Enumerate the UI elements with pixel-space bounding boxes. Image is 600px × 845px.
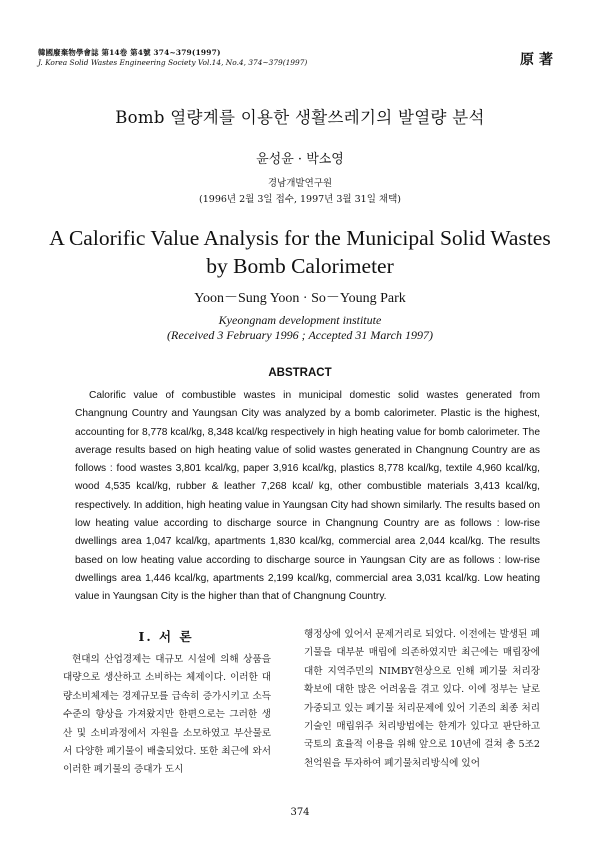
korean-received-date: (1996년 2월 3일 접수, 1997년 3월 31일 채택)	[199, 194, 401, 205]
english-institute: Kyeongnam development institute	[218, 313, 382, 327]
korean-title: Bomb 열량계를 이용한 생활쓰레기의 발열량 분석	[115, 108, 485, 127]
body-column-right: 행정상에 있어서 문제거리로 되었다. 이전에는 발생된 폐기물을 대부분 매립에 의존하였지만 최근에는 매립장에 대한 지역주민의 NIMBY현상으로 인해 폐기물 처리장 확보에 대한 많은 어려움을 겪고 있다. 이에 정부는 날로 가중되고 있는 폐기물 처리문제에 있어 기존의 최종 처리기술인 매립위주 처리방법에는 한계가 있다고 판단하고 국토의 효율적 이용을 위해 앞으로 10년에 걸쳐 총 5조2천억원을 투자하여 폐기물처리방식에 있어	[304, 629, 540, 769]
english-received-date: (Received 3 February 1996 ; Accepted 31 March 1997)	[167, 328, 433, 342]
english-title-line-1: A Calorific Value Analysis for the Municipal Solid Wastes	[49, 226, 551, 250]
abstract-text: Calorific value of combustible wastes in municipal domestic solid wastes generated from Changnung Country and Yaungsan City was analyzed by a bomb calorimeter. Plastic is the highest, accounting for 8,778 kcal/kg, 8,348 kcal/kg respectively in high heating value for bomb calorimeter. The average results based on high heating value of solid wastes generated in Changnung Country are as follows : food wastes 3,801 kcal/kg, paper 3,916 kcal/kg, plastics 8,778 kcal/kg, textile 4,960 kcal/kg, wood 4,535 kcal/kg, rubber & leather 7,268 kcal/ kg, other combustible materials 3,413 kcal/kg, respectively. In addition, high heating value in Yaungsan City had shown similarly. The results based on low heating value according to discharge source in Changnung Country are as follows : low-rise dwellings area 1,047 kcal/kg, apartments 1,830 kcal/kg, commercial area 2,044 kcal/kg. The results based on low heating value according to discharge source in Yaungsan City are as follows : low-rise dwellings area 1,446 kcal/kg, apartments 2,199 kcal/kg, commercial area 3,031 kcal/kg. Low heating value in Yaungsan City is the higher than that of Changnung Country.	[75, 390, 540, 603]
body-column-left: 현대의 산업경제는 대규모 시설에 의해 상품을 대량으로 생산하고 소비하는 체제이다. 이러한 대량소비체제는 경제규모를 급속히 증가시키고 소득수준의 향상을 가져왔지만 한편으로는 그러한 생산 및 소비과정에서 자원을 소모하였고 부산물로서 다양한 폐기물이 배출되었다. 또한 최근에 와서 이러한 폐기물의 증대가 도시	[63, 654, 271, 776]
english-title	[0, 224, 600, 280]
page-number: 374	[290, 807, 310, 818]
journal-header	[38, 48, 307, 68]
journal-name-korean: 韓國廢棄物學會誌 第14卷 第4號 374~379(1997)	[38, 48, 221, 57]
english-authors: Yoon－Sung Yoon · So－Young Park	[194, 291, 406, 306]
english-title-line-2: by Bomb Calorimeter	[206, 254, 394, 278]
article-type-label: 原著	[520, 52, 558, 68]
section-title-introduction: Ⅰ. 서 론	[138, 629, 194, 644]
korean-institute: 경남개발연구원	[267, 178, 333, 189]
abstract-heading: ABSTRACT	[268, 367, 332, 379]
journal-name-english: J. Korea Solid Wastes Engineering Society Vol.14, No.4, 374~379(1997)	[38, 58, 308, 67]
korean-authors: 윤성윤 · 박소영	[256, 152, 344, 167]
english-affiliation	[0, 313, 600, 343]
